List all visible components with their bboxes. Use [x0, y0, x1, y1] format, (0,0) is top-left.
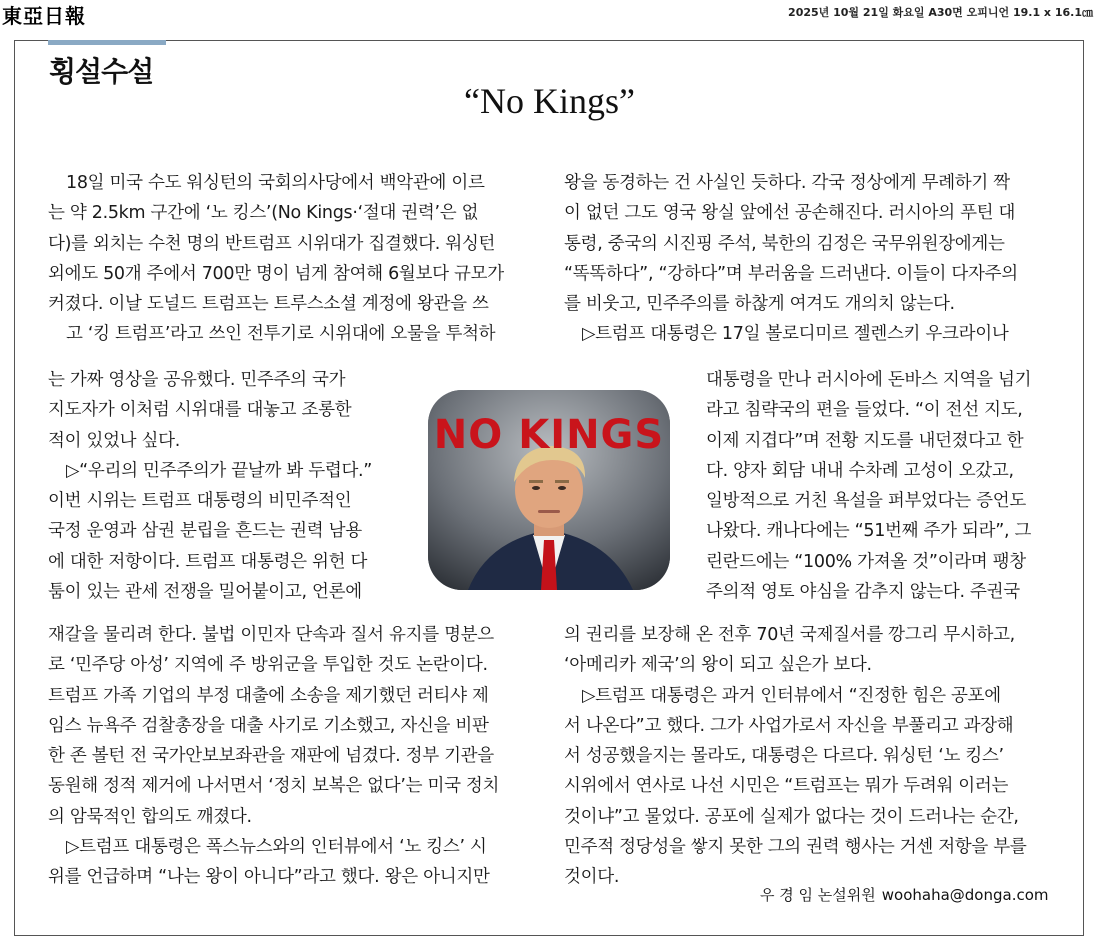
article-text-line: 서 성공했을지는 몰라도, 대통령은 다르다. 워싱턴 ‘노 킹스’: [564, 746, 1004, 767]
photo-sign-text: NO KINGS: [433, 412, 665, 458]
article-text-line: 에 대한 저항이다. 트럼프 대통령은 위헌 다: [48, 551, 368, 572]
article-text-line: 외에도 50개 주에서 700만 명이 넘게 참여해 6월보다 규모가: [48, 263, 504, 284]
article-text-line: 트럼프 가족 기업의 부정 대출에 소송을 제기했던 러티샤 제: [48, 685, 489, 706]
right-column-wrap-text: [706, 365, 1050, 607]
byline: [760, 884, 1049, 905]
article-text-line: 는 가짜 영상을 공유했다. 민주주의 국가: [48, 370, 346, 390]
article-headline: “No Kings”: [464, 81, 635, 121]
article-text-line: 것이냐”고 물었다. 공포에 실제가 없다는 것이 드러나는 순간,: [564, 806, 1019, 827]
author-email: woohaha@donga.com: [881, 886, 1049, 904]
left-column-wrap-text: [48, 365, 420, 607]
publication-info: 2025년 10월 21일 화요일 A30면 오피니언 19.1 x 16.1㎝: [788, 6, 1093, 19]
article-text-line: ▷트럼프 대통령은 폭스뉴스와의 인터뷰에서 ‘노 킹스’ 시: [66, 837, 487, 858]
article-text-line: 나왔다. 캐나다에는 “51번째 주가 되라”, 그: [706, 521, 1032, 542]
article-text-line: ‘아메리카 제국’의 왕이 되고 싶은가 보다.: [564, 655, 872, 676]
left-column-bottom-text: [48, 620, 534, 893]
article-text-line: 것이다.: [564, 867, 620, 888]
article-text-line: 지도자가 이처럼 시위대를 대놓고 조롱한: [48, 400, 352, 421]
column-accent-bar: [48, 40, 166, 45]
article-text-line: 민주적 정당성을 쌓지 못한 그의 권력 행사는 거센 저항을 부를: [564, 837, 1027, 858]
article-text-line: 통령, 중국의 시진핑 주석, 북한의 김정은 국무위원장에게는: [564, 233, 1005, 254]
article-text-line: 시위에서 연사로 나선 시민은 “트럼프는 뭐가 두려워 이러는: [564, 776, 1009, 797]
article-text-line: 적이 있었나 싶다.: [48, 430, 181, 451]
article-text-line: 왕을 동경하는 건 사실인 듯하다. 각국 정상에게 무례하기 짝: [564, 173, 1010, 193]
author-name: 우 경 임 논설위원: [760, 886, 876, 904]
article-text-line: 한 존 볼턴 전 국가안보보좌관을 재판에 넘겼다. 정부 기관을: [48, 746, 494, 767]
article-text-line: 위를 언급하며 “나는 왕이 아니다”라고 했다. 왕은 아니지만: [48, 867, 490, 888]
article-text-line: 재갈을 물리려 한다. 불법 이민자 단속과 질서 유지를 명분으: [48, 625, 494, 645]
article-text-line: ▷트럼프 대통령은 17일 볼로디미르 젤렌스키 우크라이나: [582, 324, 1009, 345]
article-text-line: 18일 미국 수도 워싱턴의 국회의사당에서 백악관에 이르: [66, 173, 485, 193]
article-text-line: 대통령을 만나 러시아에 돈바스 지역을 넘기: [706, 370, 1032, 390]
article-text-line: 라고 침략국의 편을 들었다. “이 전선 지도,: [706, 400, 1023, 421]
article-text-line: 다)를 외치는 수천 명의 반트럼프 시위대가 집결했다. 워싱턴: [48, 233, 496, 254]
article-text-line: 의 암묵적인 합의도 깨졌다.: [48, 806, 252, 827]
article-text-line: 는 약 2.5km 구간에 ‘노 킹스’(No Kings·‘절대 권력’은 없: [48, 203, 479, 224]
left-column-top-text: [48, 168, 534, 350]
newspaper-masthead: 東亞日報: [2, 4, 86, 28]
article-text-line: ▷트럼프 대통령은 과거 인터뷰에서 “진정한 힘은 공포에: [582, 685, 1001, 706]
article-text-line: 동원해 정적 제거에 나서면서 ‘정치 보복은 없다’는 미국 정치: [48, 776, 500, 797]
article-text-line: 다. 양자 회담 내내 수차례 고성이 오갔고,: [706, 460, 1014, 481]
article-text-line: 서 나온다”고 했다. 그가 사업가로서 자신을 부풀리고 과장해: [564, 715, 1014, 736]
article-text-line: 이번 시위는 트럼프 대통령의 비민주적인: [48, 491, 352, 512]
article-text-line: 고 ‘킹 트럼프’라고 쓰인 전투기로 시위대에 오물을 투척하: [66, 324, 496, 345]
article-text-line: 로 ‘민주당 아성’ 지역에 주 방위군을 투입한 것도 논란이다.: [48, 655, 488, 676]
article-text-line: 의 권리를 보장해 온 전후 70년 국제질서를 깡그리 무시하고,: [564, 625, 1015, 645]
article-text-line: “똑똑하다”, “강하다”며 부러움을 드러낸다. 이들이 다자주의: [564, 263, 1018, 284]
article-text-line: 커졌다. 이날 도널드 트럼프는 트루스소셜 계정에 왕관을 쓰: [48, 294, 489, 315]
article-text-line: 일방적으로 거친 욕설을 퍼부었다는 증언도: [706, 491, 1026, 512]
article-text-line: 국정 운영과 삼권 분립을 흔드는 권력 남용: [48, 521, 362, 542]
article-photo: [428, 390, 670, 590]
article-text-line: 린란드에는 “100% 가져올 것”이라며 팽창: [706, 551, 1026, 572]
article-text-line: 임스 뉴욕주 검찰총장을 대출 사기로 기소했고, 자신을 비판: [48, 715, 489, 736]
right-column-bottom-text: [564, 620, 1050, 893]
right-column-top-text: [564, 168, 1050, 350]
article-text-line: 를 비웃고, 민주주의를 하찮게 여겨도 개의치 않는다.: [564, 294, 955, 315]
article-text-line: 이제 지겹다”며 전황 지도를 내던졌다고 한: [706, 430, 1024, 451]
article-text-line: 툼이 있는 관세 전쟁을 밀어붙이고, 언론에: [48, 582, 362, 603]
article-text-line: 주의적 영토 야심을 감추지 않는다. 주권국: [706, 582, 1020, 603]
article-text-line: ▷“우리의 민주주의가 끝날까 봐 두렵다.”: [66, 460, 373, 481]
column-name: 횡설수설: [49, 55, 154, 88]
article-text-line: 이 없던 그도 영국 왕실 앞에선 공손해진다. 러시아의 푸틴 대: [564, 203, 1016, 224]
